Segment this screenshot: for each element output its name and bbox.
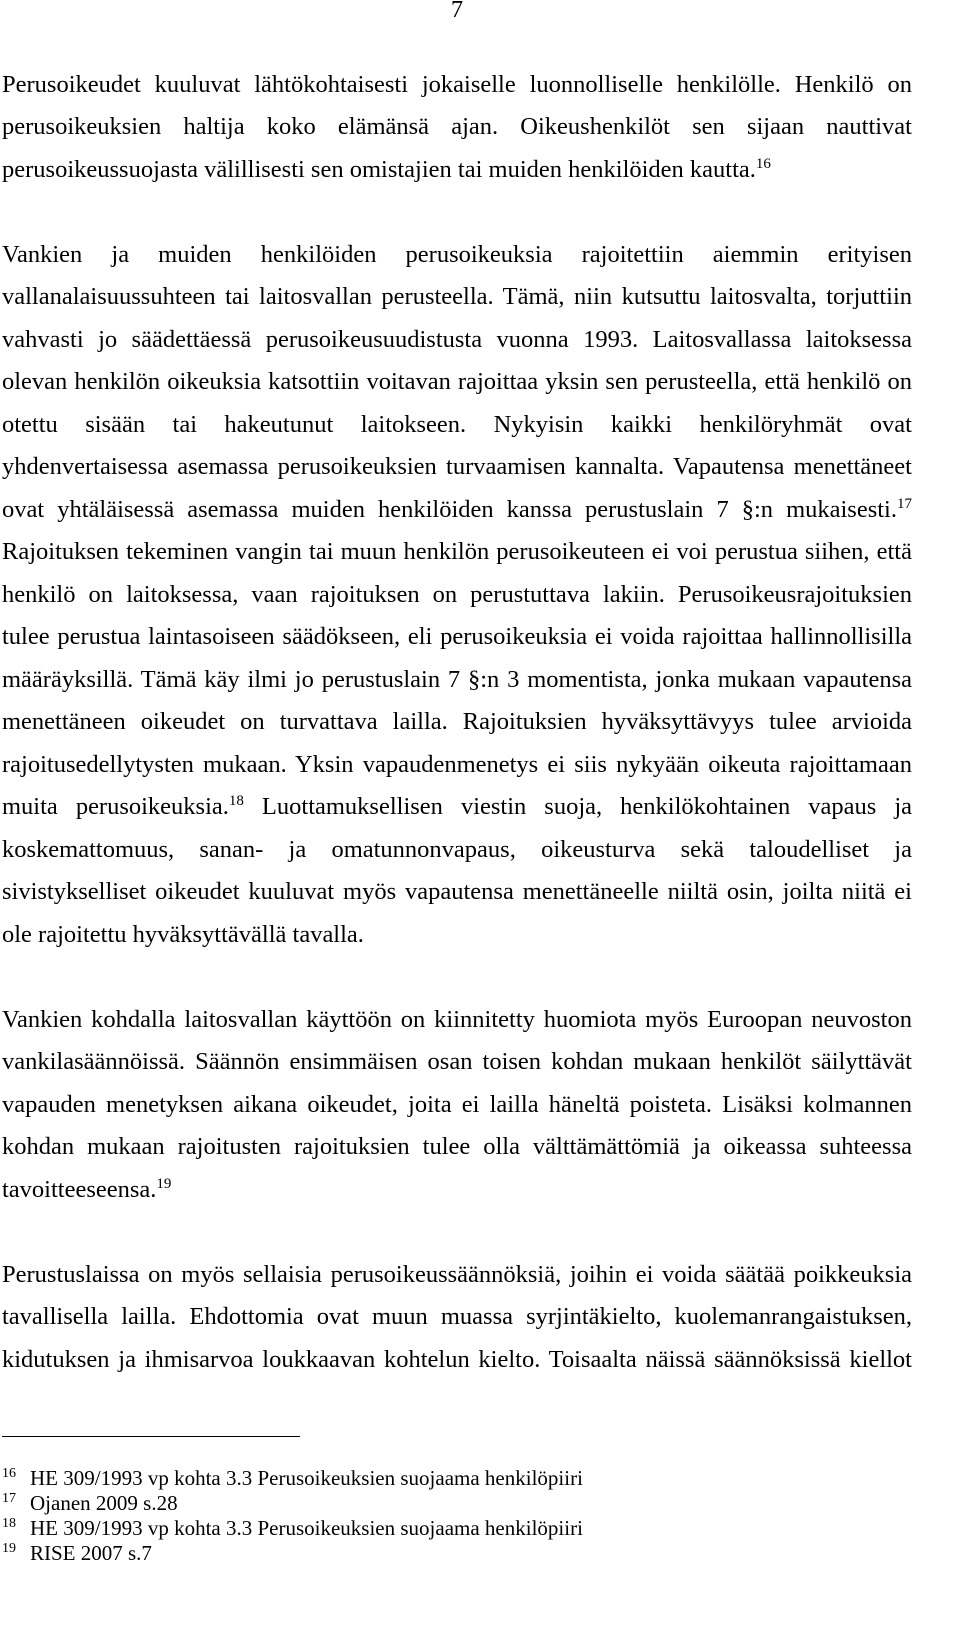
footnote-text: RISE 2007 s.7 [30, 1541, 152, 1565]
footnote: 18 HE 309/1993 vp kohta 3.3 Perusoikeuksien suojaama henkilöpiiri [2, 1516, 583, 1540]
body-line [2, 149, 912, 192]
body-line: Vankien ja muiden henkilöiden perusoikeuksia rajoitettiin aiemmin erityisen [2, 240, 912, 268]
body-text [2, 64, 912, 1424]
body-line: ole rajoitettu hyväksyttävällä tavalla. [2, 920, 364, 948]
footnote: 19 RISE 2007 s.7 [2, 1541, 152, 1565]
body-line: Perusoikeudet kuuluvat lähtökohtaisesti jokaiselle luonnolliselle henkilölle. Henkilö on [2, 70, 912, 98]
body-line [2, 489, 912, 532]
body-line: menettäneen oikeudet on turvattava lailla. Rajoituksien hyväksyttävyys tulee arvioida [2, 708, 912, 736]
line-text: muita perusoikeuksia. [2, 793, 229, 821]
body-line: kohdan mukaan rajoitusten rajoituksien tulee olla välttämättömiä ja oikeassa suhteessa [2, 1133, 912, 1161]
body-line: määräyksillä. Tämä käy ilmi jo perustuslain 7 §:n 3 momentista, jonka mukaan vapautensa [2, 665, 912, 693]
body-line: sivistykselliset oikeudet kuuluvat myös vapautensa menettäneelle niiltä osin, joilta niitä ei [2, 878, 912, 906]
footnote-text: Ojanen 2009 s.28 [30, 1491, 178, 1515]
paragraph [2, 999, 912, 1212]
body-line: vankilasäännöissä. Säännön ensimmäisen osan toisen kohdan mukaan henkilöt säilyttävät [2, 1048, 912, 1076]
footnote-ref: 18 [228, 793, 244, 810]
footnotes [2, 1466, 912, 1566]
body-line: vallanalaisuussuhteen tai laitosvallan perusteella. Tämä, niin kutsuttu laitosvalta, torjuttiin [2, 283, 912, 311]
body-line: yhdenvertaisessa asemassa perusoikeuksien turvaamisen kannalta. Vapautensa menettäneet [2, 453, 912, 481]
body-line: otettu sisään tai hakeutunut laitokseen. Nykyisin kaikki henkilöryhmät ovat [2, 410, 912, 438]
body-line: koskemattomuus, sanan- ja omatunnonvapaus, oikeusturva sekä taloudelliset ja [2, 835, 912, 863]
line-text: perusoikeussuojasta välillisesti sen omistajien tai muiden henkilöiden kautta. [2, 155, 756, 183]
paragraph [2, 1254, 912, 1382]
body-line [2, 786, 912, 829]
footnote-ref: 16 [755, 155, 771, 172]
page-number: 7 [450, 0, 464, 23]
line-text: Luottamuksellisen viestin suoja, henkilökohtainen vapaus ja [243, 793, 912, 821]
footnote: 17 Ojanen 2009 s.28 [2, 1491, 178, 1515]
body-line: Vankien kohdalla laitosvallan käyttöön on kiinnitetty huomiota myös Euroopan neuvoston [2, 1005, 912, 1033]
body-line: perusoikeuksien haltija koko elämänsä ajan. Oikeushenkilöt sen sijaan nauttivat [2, 113, 912, 141]
footnote-ref: 17 [897, 495, 912, 512]
footnote-text: HE 309/1993 vp kohta 3.3 Perusoikeuksien suojaama henkilöpiiri [30, 1516, 583, 1540]
body-line: vahvasti jo säädettäessä perusoikeusuudistusta vuonna 1993. Laitosvallassa laitoksessa [2, 325, 912, 353]
footnote-separator [2, 1436, 300, 1437]
body-line: olevan henkilön oikeuksia katsottiin voitavan rajoittaa yksin sen perusteella, että henkilö on [2, 368, 912, 396]
body-line: kidutuksen ja ihmisarvoa loukkaavan kohtelun kielto. Toisaalta näissä säännöksissä kiellot [2, 1345, 912, 1373]
footnote-text: HE 309/1993 vp kohta 3.3 Perusoikeuksien suojaama henkilöpiiri [30, 1466, 583, 1490]
footnote-ref: 19 [156, 1175, 172, 1192]
paragraph [2, 234, 912, 957]
body-line: Perustuslaissa on myös sellaisia perusoikeussäännöksiä, joihin ei voida säätää poikkeuksia [2, 1260, 912, 1288]
body-line: Rajoituksen tekeminen vangin tai muun henkilön perusoikeuteen ei voi perustua siihen, että [2, 538, 912, 566]
paragraph [2, 64, 912, 192]
body-line: henkilö on laitoksessa, vaan rajoituksen on perustuttava lakiin. Perusoikeusrajoituksien [2, 580, 912, 608]
body-line: tulee perustua laintasoiseen säädökseen, eli perusoikeuksia ei voida rajoittaa hallinnollisilla [2, 623, 912, 651]
line-text: tavoitteeseensa. [2, 1175, 157, 1203]
body-line: vapauden menetyksen aikana oikeudet, joita ei lailla häneltä poisteta. Lisäksi kolmannen [2, 1090, 912, 1118]
footnote: 16 HE 309/1993 vp kohta 3.3 Perusoikeuksien suojaama henkilöpiiri [2, 1466, 583, 1490]
line-text: ovat yhtäläisessä asemassa muiden henkilöiden kanssa perustuslain 7 §:n mukaisesti. [2, 495, 897, 523]
body-line: rajoitusedellytysten mukaan. Yksin vapaudenmenetys ei siis nykyään oikeuta rajoittamaan [2, 750, 912, 778]
body-line: tavallisella lailla. Ehdottomia ovat muun muassa syrjintäkielto, kuolemanrangaistuksen, [2, 1303, 912, 1331]
body-line [2, 1169, 912, 1212]
